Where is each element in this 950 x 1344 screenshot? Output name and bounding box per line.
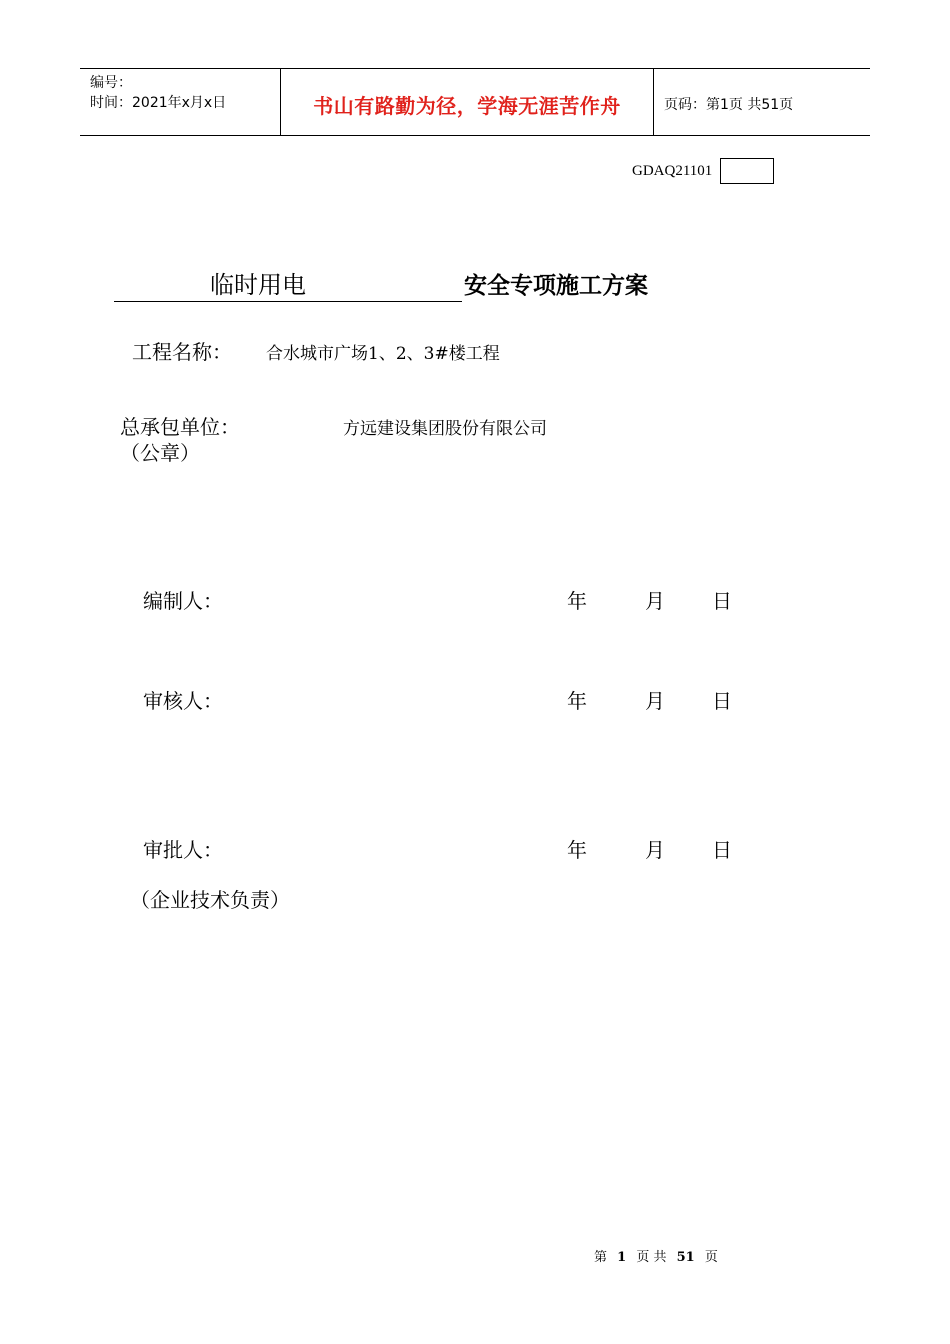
approver-month: 月: [645, 838, 665, 862]
header-motto-cell: [281, 69, 654, 135]
approver-day: 日: [712, 838, 732, 862]
time-label: 时间：2021年x月x日: [90, 95, 227, 111]
doc-code-row: [632, 158, 774, 184]
approver-label: 审批人：: [143, 838, 223, 862]
compiler-label: 编制人：: [143, 589, 223, 613]
project-value: 合水城市广场1、2、3#楼工程: [266, 344, 500, 364]
reviewer-month: 月: [645, 689, 665, 713]
header-page-cell: [654, 69, 870, 135]
page-footer: [594, 1246, 718, 1265]
compiler-year: 年: [567, 589, 587, 613]
doc-code: GDAQ21101: [632, 162, 713, 179]
reviewer-label: 审核人：: [143, 689, 223, 713]
footer-total: 51: [676, 1250, 695, 1265]
title-topic: 临时用电: [210, 269, 312, 302]
document-title: [114, 270, 648, 302]
seal-label: （公章）: [120, 441, 200, 465]
approver-note: （企业技术负责）: [130, 888, 290, 912]
header-table: [80, 68, 870, 136]
title-underline-tail: [312, 269, 462, 302]
approver-year: 年: [567, 838, 587, 862]
motto-text: 书山有路勤为径，学海无涯苦作舟: [313, 93, 621, 118]
page-info: 页码：第1页 共51页: [664, 97, 794, 113]
number-label: 编号：: [90, 75, 132, 91]
reviewer-year: 年: [567, 689, 587, 713]
contractor-value: 方远建设集团股份有限公司: [343, 419, 547, 439]
compiler-month: 月: [645, 589, 665, 613]
footer-post: 页: [704, 1250, 718, 1265]
title-main: 安全专项施工方案: [464, 273, 648, 299]
contractor-label: 总承包单位：: [120, 415, 240, 439]
title-underline-lead: [114, 269, 210, 302]
project-label: 工程名称：: [132, 340, 232, 364]
footer-mid: 页 共: [636, 1250, 667, 1265]
compiler-day: 日: [712, 589, 732, 613]
reviewer-day: 日: [712, 689, 732, 713]
footer-pre: 第: [594, 1250, 608, 1265]
header-meta-cell: [80, 69, 281, 135]
doc-code-box: [720, 158, 774, 184]
footer-page: 1: [617, 1250, 627, 1265]
